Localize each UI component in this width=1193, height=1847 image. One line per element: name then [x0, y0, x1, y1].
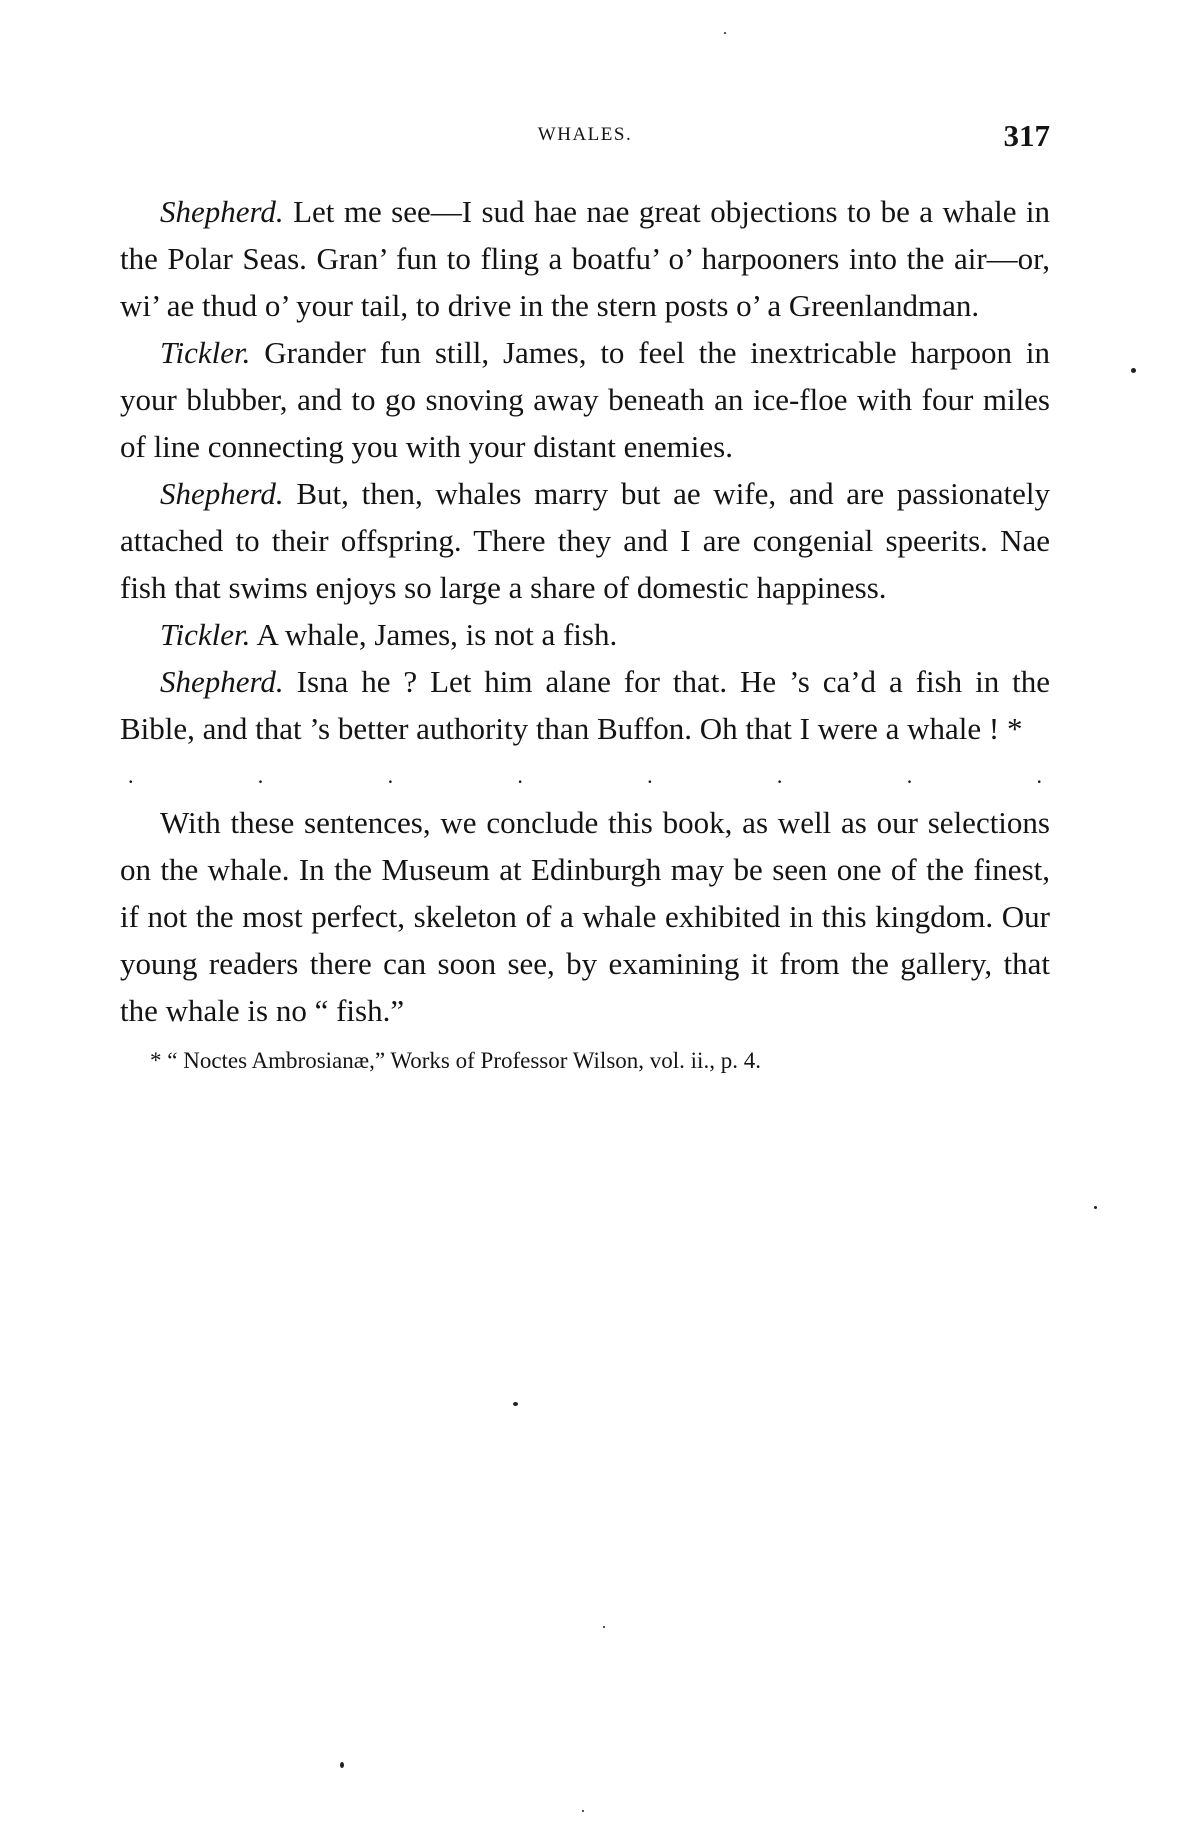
scan-speck	[582, 1810, 584, 1812]
dialogue-paragraph	[120, 611, 1050, 658]
separator-dot: .	[647, 763, 653, 788]
separator-dot: .	[128, 763, 134, 788]
separator-dot: .	[776, 763, 783, 788]
speaker-name: Shepherd.	[160, 664, 284, 699]
speech-text: Grander fun still, James, to feel the inextricable harpoon in your blubber, and to go snoving away beneath an ice-floe with four miles of line connecting you with your distant enemies.	[120, 335, 1050, 464]
narrative-paragraph: With these sentences, we conclude this book, as well as our selections on the whale. In the Museum at Edinburgh may be seen one of the finest, if not the most perfect, skeleton of a whale exhibited in this kingdom. Our young readers there can soon see, by examining it from the gallery, that the whale is no “ fish.”	[120, 805, 1050, 1028]
page-header	[120, 118, 1050, 158]
scan-speck	[513, 1402, 518, 1406]
speaker-name: Shepherd.	[160, 194, 284, 229]
separator-dot: .	[257, 763, 264, 788]
dialogue-paragraph	[120, 188, 1050, 329]
scan-speck	[603, 1626, 605, 1628]
separator-dot: .	[906, 763, 913, 788]
speaker-name: Shepherd.	[160, 476, 284, 511]
speaker-name: Tickler.	[160, 617, 251, 652]
running-title: WHALES.	[537, 124, 633, 145]
speaker-name: Tickler.	[160, 335, 251, 370]
section-separator	[120, 752, 1050, 799]
separator-dot: .	[387, 763, 394, 788]
speech-text: Isna he ? Let him alane for that. He ’s ca’d a fish in the Bible, and that ’s better authority than Buffon. Oh that I were a whale ! *	[120, 664, 1050, 746]
scan-speck	[1094, 1206, 1097, 1209]
speech-text: Let me see—I sud hae nae great objections to be a whale in the Polar Seas. Gran’ fun to fling a boatfu’ o’ harpooners into the air—or, wi’ ae thud o’ your tail, to drive in the stern posts o’ a Greenlandman.	[120, 194, 1050, 323]
dialogue-paragraph	[120, 470, 1050, 611]
dialogue-paragraph	[120, 658, 1050, 752]
scan-speck	[724, 32, 726, 34]
scan-speck	[340, 1762, 344, 1768]
speech-text: But, then, whales marry but ae wife, and are passionately attached to their offspring. There they and I are congenial speerits. Nae fish that swims enjoys so large a share of domestic happiness.	[120, 476, 1051, 605]
page-number: 317	[1003, 118, 1050, 153]
dialogue-paragraph	[120, 329, 1050, 470]
separator-dot: .	[517, 763, 523, 788]
footnote: * “ Noctes Ambrosianæ,” Works of Professor Wilson, vol. ii., p. 4.	[150, 1048, 761, 1073]
separator-dot: .	[1036, 763, 1042, 788]
body-text	[120, 188, 1050, 1078]
scan-speck	[1131, 368, 1136, 373]
speech-text: A whale, James, is not a fish.	[256, 617, 618, 652]
